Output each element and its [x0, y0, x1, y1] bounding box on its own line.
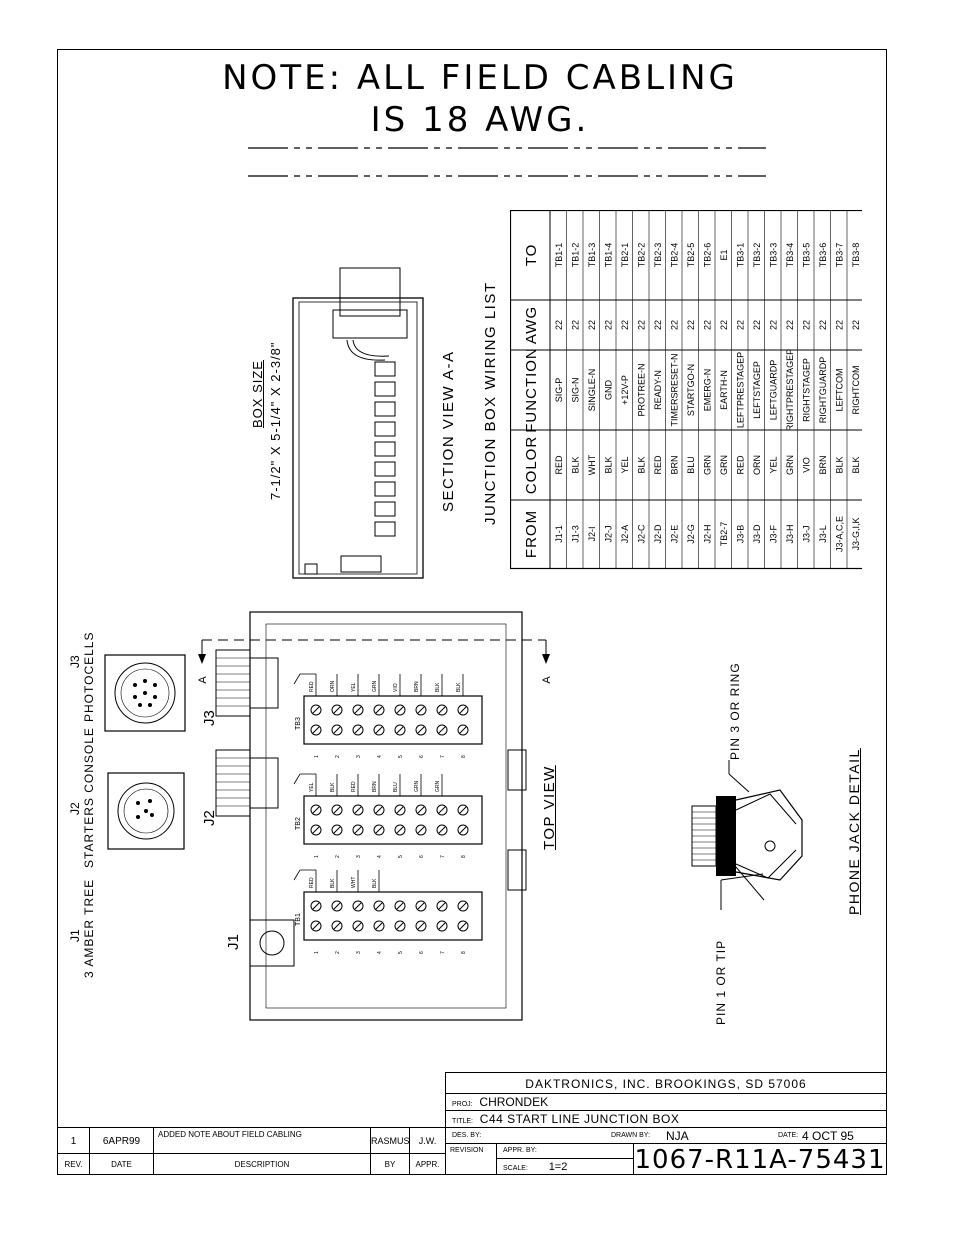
wiring-cell: BRN — [817, 455, 828, 475]
wiring-cell: BLK — [570, 456, 581, 474]
wiring-header-from: FROM — [523, 509, 540, 559]
wiring-cell: 22 — [619, 319, 630, 331]
wiring-cell: YEL — [619, 456, 630, 474]
wiring-cell: J2-J — [603, 525, 614, 543]
wiring-cell: 22 — [636, 319, 647, 331]
wiring-cell: J1-1 — [553, 525, 564, 543]
screw-slot — [439, 923, 445, 929]
terminal-number: 5 — [398, 855, 404, 858]
screw-slot — [460, 727, 466, 733]
screw-slot — [313, 827, 319, 833]
wiring-cell: RED — [652, 455, 663, 475]
screw-slot — [334, 727, 340, 733]
wiring-cell: GRN — [718, 455, 729, 475]
wiring-cell: BLK — [850, 456, 861, 474]
wiring-cell: LEFTSTAGEP — [751, 361, 762, 419]
screw-slot — [397, 727, 403, 733]
date-value: 4 OCT 95 — [802, 1129, 854, 1143]
screw-slot — [376, 707, 382, 713]
terminal-number: 4 — [377, 855, 383, 858]
wire-color-label: GRN — [372, 680, 378, 692]
screw-slot — [376, 923, 382, 929]
wire-color-label: BLK — [330, 782, 336, 792]
section-view-drawing — [285, 262, 435, 592]
terminal-block-id: TB1 — [295, 913, 302, 926]
screw-slot — [313, 707, 319, 713]
wiring-cell: J2-I — [586, 526, 597, 542]
screw-slot — [376, 903, 382, 909]
wiring-cell: TB2-7 — [718, 521, 729, 547]
screw-slot — [418, 727, 424, 733]
wiring-cell: 22 — [768, 319, 779, 331]
title-value: C44 START LINE JUNCTION BOX — [479, 1112, 680, 1126]
top-view-label: TOP VIEW — [541, 765, 558, 850]
wire-color-label: BLK — [372, 878, 378, 888]
wire-color-label: ORN — [330, 680, 336, 692]
drawn-by-value: NJA — [666, 1129, 689, 1143]
section-arrow-head — [198, 654, 206, 664]
wiring-cell: STARTGO-N — [685, 363, 696, 417]
wiring-cell: TB2-3 — [652, 242, 663, 268]
wiring-cell: RIGHTSTAGEP — [801, 358, 812, 422]
screw-slot — [313, 903, 319, 909]
date-label: DATE: — [778, 1132, 799, 1139]
screw-slot — [313, 807, 319, 813]
phantom-lines — [248, 140, 768, 185]
screw-slot — [418, 923, 424, 929]
j1-name-label: 3 AMBER TREE — [82, 878, 96, 978]
wiring-cell: VIO — [801, 457, 812, 473]
terminal-block-body — [304, 796, 482, 844]
wiring-cell: 22 — [669, 319, 680, 331]
wiring-header-to: TO — [523, 243, 540, 267]
wiring-cell: 22 — [652, 319, 663, 331]
screw-slot — [439, 727, 445, 733]
terminal-number: 6 — [419, 855, 425, 858]
connector-faces — [100, 645, 190, 975]
wiring-cell: TB3-6 — [817, 242, 828, 268]
screw-slot — [460, 807, 466, 813]
wiring-cell: 22 — [784, 319, 795, 331]
terminal-number: 6 — [419, 951, 425, 954]
rev-row-date: 6APR99 — [89, 1127, 154, 1154]
wiring-cell: RIGHTGUARDP — [817, 356, 828, 424]
terminal-number: 8 — [461, 951, 467, 954]
wiring-cell: 22 — [834, 319, 845, 331]
wiring-cell: TB3-5 — [801, 242, 812, 268]
phone-jack-pin-tip: PIN 1 OR TIP — [714, 939, 728, 1025]
screw-slot — [439, 827, 445, 833]
wiring-list-table — [510, 210, 862, 570]
revision-label-cell: REVISION — [445, 1143, 497, 1175]
wiring-cell: BLK — [603, 456, 614, 474]
proj-label: PROJ: — [452, 1101, 473, 1108]
box-size-label: BOX SIZE — [250, 360, 265, 428]
screw-slot — [355, 923, 361, 929]
screw-slot — [460, 923, 466, 929]
wiring-cell: TB1-2 — [570, 242, 581, 268]
screw-slot — [418, 827, 424, 833]
jack-nut-j1 — [260, 931, 284, 955]
scale-label: SCALE: — [503, 1165, 528, 1172]
wiring-cell: J1-3 — [570, 525, 581, 543]
wiring-cell: TB3-1 — [735, 242, 746, 268]
terminal-number: 8 — [461, 755, 467, 758]
terminal-number: 3 — [356, 951, 362, 954]
screw-slot — [355, 903, 361, 909]
wiring-cell: GND — [603, 380, 614, 400]
terminal-block-body — [304, 696, 482, 744]
wire-color-label: BRN — [372, 781, 378, 792]
rev-header-description: DESCRIPTION — [153, 1153, 371, 1175]
terminal-block-id: TB2 — [295, 817, 302, 830]
screw-slot — [334, 827, 340, 833]
wiring-cell: TB1-3 — [586, 242, 597, 268]
screw-slot — [397, 707, 403, 713]
box-side-tab — [508, 750, 526, 790]
wiring-cell: EMERG-N — [702, 368, 713, 412]
section-view-label: SECTION VIEW A-A — [440, 350, 457, 512]
terminal-number: 7 — [440, 951, 446, 954]
wiring-cell: 22 — [570, 319, 581, 331]
wiring-cell: J3-F — [768, 525, 779, 543]
phone-jack-pin-ring: PIN 3 OR RING — [728, 662, 742, 760]
terminal-block-body — [304, 892, 482, 940]
title-block-proj-row — [445, 1093, 887, 1111]
wiring-header-function: FUNCTION — [523, 347, 540, 433]
wiring-cell: J2-G — [685, 524, 696, 544]
rev-row-by: RASMUS — [370, 1127, 410, 1154]
wiring-cell: 22 — [603, 319, 614, 331]
terminal-number: 7 — [440, 855, 446, 858]
wiring-cell: 22 — [718, 319, 729, 331]
screw-slot — [334, 903, 340, 909]
wire-color-label: RED — [309, 681, 315, 692]
rev-header-appr: APPR. — [409, 1153, 446, 1175]
terminal-number: 6 — [419, 755, 425, 758]
screw-slot — [460, 707, 466, 713]
terminal-number: 1 — [314, 855, 320, 858]
terminal-block-tb2 — [294, 774, 482, 858]
wiring-cell: TB2-1 — [619, 242, 630, 268]
rev-row-rev: 1 — [57, 1127, 90, 1154]
wiring-cell: 22 — [702, 319, 713, 331]
wire-color-label: BLK — [456, 682, 462, 692]
j3-id-label: J3 — [68, 655, 82, 668]
phone-jack-title: PHONE JACK DETAIL — [846, 748, 862, 915]
wire-color-label: BLK — [435, 682, 441, 692]
box-side-tab — [508, 850, 526, 890]
wire-color-label: VIO — [393, 683, 399, 692]
terminal-number: 7 — [440, 755, 446, 758]
terminal-number: 5 — [398, 951, 404, 954]
wiring-cell: TB3-4 — [784, 242, 795, 268]
terminal-block-tb3 — [294, 674, 482, 758]
wiring-cell: J2-C — [636, 524, 647, 544]
wiring-cell: TB2-2 — [636, 242, 647, 268]
rev-header-date: DATE — [89, 1153, 154, 1175]
wiring-cell: J2-H — [702, 524, 713, 544]
wiring-cell: 22 — [801, 319, 812, 331]
box-outline — [250, 612, 522, 1020]
terminal-number: 1 — [314, 951, 320, 954]
wiring-cell: BRN — [669, 455, 680, 475]
j2-name-label: STARTERS CONSOLE — [82, 727, 96, 868]
terminal-number: 1 — [314, 755, 320, 758]
wiring-cell: 22 — [586, 319, 597, 331]
screw-slot — [397, 903, 403, 909]
wiring-cell: TB1-4 — [603, 242, 614, 268]
screw-slot — [334, 807, 340, 813]
screw-slot — [418, 807, 424, 813]
j2-id-label: J2 — [68, 802, 82, 815]
phone-jack-leaders — [705, 760, 765, 920]
wiring-cell: 22 — [735, 319, 746, 331]
wiring-cell: J3-B — [735, 524, 746, 544]
screw-slot — [439, 807, 445, 813]
connector-id-j1: J1 — [225, 934, 242, 950]
wire-color-label: BRN — [414, 681, 420, 692]
section-mark-a: A — [197, 676, 209, 684]
wire-color-label: BLK — [330, 878, 336, 888]
screw-slot — [376, 827, 382, 833]
wiring-cell: J3-D — [751, 524, 762, 544]
wiring-cell: TB2-6 — [702, 242, 713, 268]
wiring-cell: TB3-8 — [850, 242, 861, 268]
wire-color-label: YEL — [351, 682, 357, 692]
title-block-des-row — [445, 1127, 887, 1144]
des-by-label: DES. BY: — [452, 1132, 482, 1139]
wiring-cell: READY-N — [652, 370, 663, 410]
wiring-cell: RIGHTPRESTAGEP — [784, 348, 795, 432]
screw-slot — [376, 807, 382, 813]
screw-slot — [439, 903, 445, 909]
terminal-block-tb1 — [294, 870, 482, 954]
wiring-cell: RED — [735, 455, 746, 475]
wiring-cell: BLK — [636, 456, 647, 474]
j3-name-label: PHOTOCELLS — [82, 631, 96, 722]
j1-id-label: J1 — [68, 929, 82, 942]
wiring-cell: 22 — [751, 319, 762, 331]
rev-header-by: BY — [370, 1153, 410, 1175]
drawn-by-label: DRAWN BY: — [611, 1132, 651, 1139]
title-label: TITLE: — [452, 1118, 474, 1125]
wiring-cell: PROTREE-N — [636, 363, 647, 417]
rev-row-description: ADDED NOTE ABOUT FIELD CABLING — [153, 1127, 371, 1154]
screw-slot — [397, 807, 403, 813]
wiring-cell: J2-D — [652, 524, 663, 544]
terminal-number: 3 — [356, 855, 362, 858]
wiring-header-awg: AWG — [523, 305, 540, 345]
wiring-cell: TB2-4 — [669, 242, 680, 268]
wiring-cell: EARTH-N — [718, 370, 729, 410]
section-mark-a: A — [541, 676, 553, 684]
wiring-cell: E1 — [718, 249, 729, 261]
screw-slot — [418, 707, 424, 713]
wiring-cell: J3-H — [784, 524, 795, 544]
wiring-cell: 22 — [850, 319, 861, 331]
wire-bundle — [294, 774, 316, 784]
wiring-cell: GRN — [702, 455, 713, 475]
screw-slot — [397, 827, 403, 833]
wiring-cell: J3-G,I,K — [850, 517, 861, 551]
wiring-cell: ORN — [751, 455, 762, 475]
screw-slot — [460, 903, 466, 909]
box-inner-outline — [266, 624, 506, 1008]
screw-slot — [355, 807, 361, 813]
jack-body-j1 — [250, 920, 294, 966]
wiring-cell: J3-J — [801, 525, 812, 543]
wiring-cell: BLU — [685, 456, 696, 474]
terminal-number: 5 — [398, 755, 404, 758]
terminal-number: 3 — [356, 755, 362, 758]
scale-cell — [496, 1158, 634, 1175]
wiring-cell: LEFTCOM — [834, 368, 845, 412]
screw-slot — [355, 827, 361, 833]
wire-color-label: RED — [351, 781, 357, 792]
wire-color-label: GRN — [414, 780, 420, 792]
wiring-cell: LEFTGUARDP — [768, 359, 779, 421]
terminal-number: 2 — [335, 951, 341, 954]
screw-slot — [313, 727, 319, 733]
screw-slot — [334, 923, 340, 929]
rev-row-appr: J.W. — [409, 1127, 446, 1154]
wiring-cell: TB3-2 — [751, 242, 762, 268]
screw-slot — [355, 707, 361, 713]
note-line-2: IS 18 AWG. — [370, 100, 590, 140]
wiring-cell: TB2-5 — [685, 242, 696, 268]
terminal-number: 8 — [461, 855, 467, 858]
title-block-company: DAKTRONICS, INC. BROOKINGS, SD 57006 — [445, 1072, 887, 1094]
wire-color-label: GRN — [435, 780, 441, 792]
wiring-cell: 22 — [817, 319, 828, 331]
wiring-cell: J3-A,C,E — [834, 515, 845, 553]
wiring-cell: WHT — [586, 454, 597, 476]
section-arrow-head — [542, 654, 550, 664]
wiring-cell: J3-L — [817, 525, 828, 543]
wiring-cell: LEFTPRESTAGEP — [735, 351, 746, 429]
drawing-number: 1067-R11A-75431 — [634, 1145, 886, 1175]
wire-color-label: WHT — [351, 876, 357, 888]
title-block-title-row — [445, 1110, 887, 1128]
box-size-dims: 7-1/2" X 5-1/4" X 2-3/8" — [268, 341, 283, 500]
connector-flange — [250, 658, 278, 708]
screw-slot — [376, 727, 382, 733]
screw-slot — [460, 827, 466, 833]
wiring-list-title: JUNCTION BOX WIRING LIST — [482, 281, 499, 525]
wiring-cell: TB1-1 — [553, 242, 564, 268]
wire-color-label: BLU — [393, 782, 399, 792]
wiring-cell: BLK — [834, 456, 845, 474]
terminal-number: 2 — [335, 855, 341, 858]
wiring-cell: J2-E — [669, 524, 680, 544]
wire-color-label: YEL — [309, 782, 315, 792]
terminal-number: 4 — [377, 755, 383, 758]
terminal-block-id: TB3 — [295, 717, 302, 730]
wiring-cell: 22 — [553, 319, 564, 331]
proj-value: CHRONDEK — [479, 1095, 549, 1109]
appr-by-cell: APPR. BY: — [496, 1143, 634, 1159]
wiring-cell: RED — [553, 455, 564, 475]
wiring-cell: TB3-3 — [768, 242, 779, 268]
wiring-cell: GRN — [784, 455, 795, 475]
rev-header-rev: REV. — [57, 1153, 90, 1175]
screw-slot — [397, 923, 403, 929]
connector-id-j2: J2 — [201, 810, 218, 826]
wiring-cell: SINGLE-N — [586, 368, 597, 412]
wire-color-label: RED — [309, 877, 315, 888]
wiring-cell: SIG-P — [553, 377, 564, 403]
screw-slot — [355, 727, 361, 733]
wiring-header-color: COLOR — [523, 435, 540, 495]
wiring-cell: +12V-P — [619, 375, 630, 405]
wiring-cell: 22 — [685, 319, 696, 331]
wiring-cell: TB3-7 — [834, 242, 845, 268]
screw-slot — [334, 707, 340, 713]
screw-slot — [439, 707, 445, 713]
terminal-number: 2 — [335, 755, 341, 758]
wiring-cell: J2-A — [619, 524, 630, 544]
terminal-number: 4 — [377, 951, 383, 954]
note-line-1: NOTE: ALL FIELD CABLING — [222, 58, 738, 98]
wiring-cell: YEL — [768, 456, 779, 474]
wiring-cell: SIG-N — [570, 377, 581, 403]
wiring-cell: RIGHTCOM — [850, 365, 861, 415]
screw-slot — [313, 923, 319, 929]
scale-value: 1=2 — [548, 1161, 568, 1173]
wiring-cell: TIMERSRESET-N — [669, 353, 680, 427]
connector-flange — [250, 758, 278, 808]
connector-id-j3: J3 — [201, 710, 218, 726]
top-view-drawing — [190, 610, 560, 1030]
screw-slot — [418, 903, 424, 909]
